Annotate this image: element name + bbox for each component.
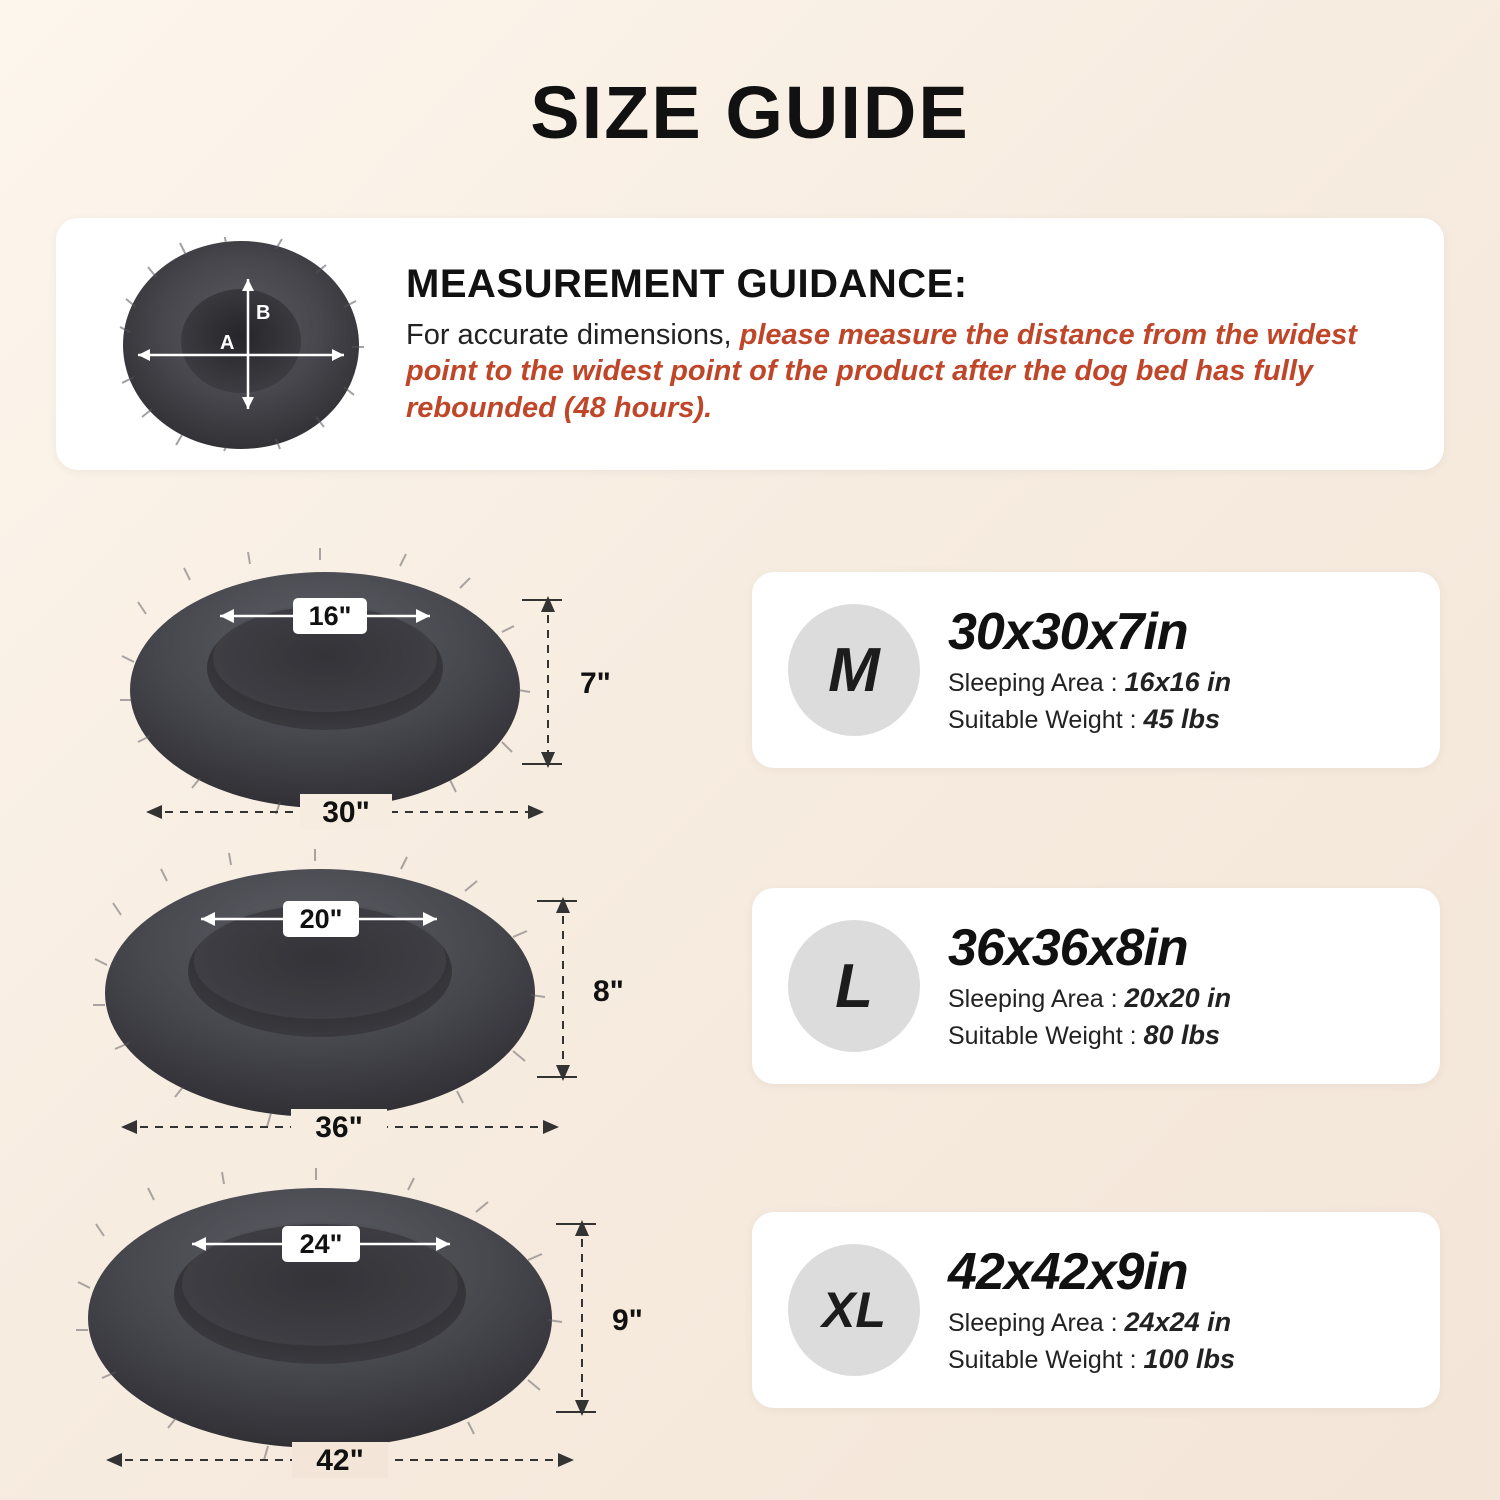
- sleeping-label-xl: Sleeping Area :: [948, 1309, 1118, 1338]
- sleeping-value-l: 20x20 in: [1124, 983, 1232, 1014]
- weight-label-xl: Suitable Weight :: [948, 1346, 1137, 1375]
- size-card-m[interactable]: [752, 572, 1440, 768]
- size-badge-xl: XL: [788, 1244, 920, 1376]
- bed-m-inner-label: 16": [308, 601, 352, 631]
- size-dimensions-xl: 42x42x9in: [948, 1242, 1188, 1301]
- size-badge-m: M: [788, 604, 920, 736]
- size-dimensions-m: 30x30x7in: [948, 602, 1188, 661]
- page-title: SIZE GUIDE: [530, 71, 970, 154]
- size-info-xl: [948, 1242, 1440, 1376]
- diagram-label-a: A: [220, 331, 235, 354]
- size-info-m: [948, 602, 1440, 736]
- size-card-l[interactable]: [752, 888, 1440, 1084]
- guidance-body: [406, 317, 1404, 426]
- guidance-heading: MEASUREMENT GUIDANCE:: [406, 262, 968, 307]
- sleeping-label-l: Sleeping Area :: [948, 985, 1118, 1014]
- size-dimensions-l: 36x36x8in: [948, 918, 1188, 977]
- bed-xl-width-label: 42": [316, 1444, 364, 1477]
- measurement-guidance-card: [56, 218, 1444, 470]
- size-sleeping-row-m: [948, 667, 1440, 698]
- bed-l-width-label: 36": [315, 1111, 363, 1144]
- size-badge-l: L: [788, 920, 920, 1052]
- measurement-guidance-text: [406, 262, 1444, 426]
- size-weight-row-l: [948, 1020, 1440, 1051]
- bed-xl-inner-label: 24": [299, 1229, 343, 1259]
- bed-illustration-m: [110, 540, 690, 830]
- weight-label-m: Suitable Weight :: [948, 706, 1137, 735]
- bed-xl-height-label: 9": [612, 1304, 643, 1337]
- weight-value-m: 45 lbs: [1143, 704, 1221, 735]
- diagram-label-b: B: [256, 301, 271, 324]
- sleeping-label-m: Sleeping Area :: [948, 669, 1118, 698]
- bed-m-width-label: 30": [322, 796, 370, 829]
- weight-value-l: 80 lbs: [1143, 1020, 1221, 1051]
- weight-label-l: Suitable Weight :: [948, 1022, 1137, 1051]
- sleeping-value-m: 16x16 in: [1124, 667, 1232, 698]
- bed-l-height-label: 8": [593, 975, 624, 1008]
- size-weight-row-xl: [948, 1344, 1440, 1375]
- bed-m-height-label: 7": [580, 667, 611, 700]
- size-info-l: [948, 918, 1440, 1052]
- guidance-lead: For accurate dimensions,: [406, 319, 732, 352]
- size-card-xl[interactable]: [752, 1212, 1440, 1408]
- sleeping-value-xl: 24x24 in: [1124, 1307, 1232, 1338]
- bed-illustration-l: [85, 845, 705, 1145]
- weight-value-xl: 100 lbs: [1143, 1344, 1236, 1375]
- size-weight-row-m: [948, 704, 1440, 735]
- bed-l-inner-label: 20": [299, 904, 343, 934]
- guidance-accent: please measure the distance from the widest point to the widest point of the product after the dog bed has fully rebounded (48 hours).: [406, 319, 1357, 424]
- size-sleeping-row-l: [948, 983, 1440, 1014]
- size-sleeping-row-xl: [948, 1307, 1440, 1338]
- measurement-diagram: [116, 237, 366, 452]
- bed-illustration-xl: [70, 1168, 720, 1478]
